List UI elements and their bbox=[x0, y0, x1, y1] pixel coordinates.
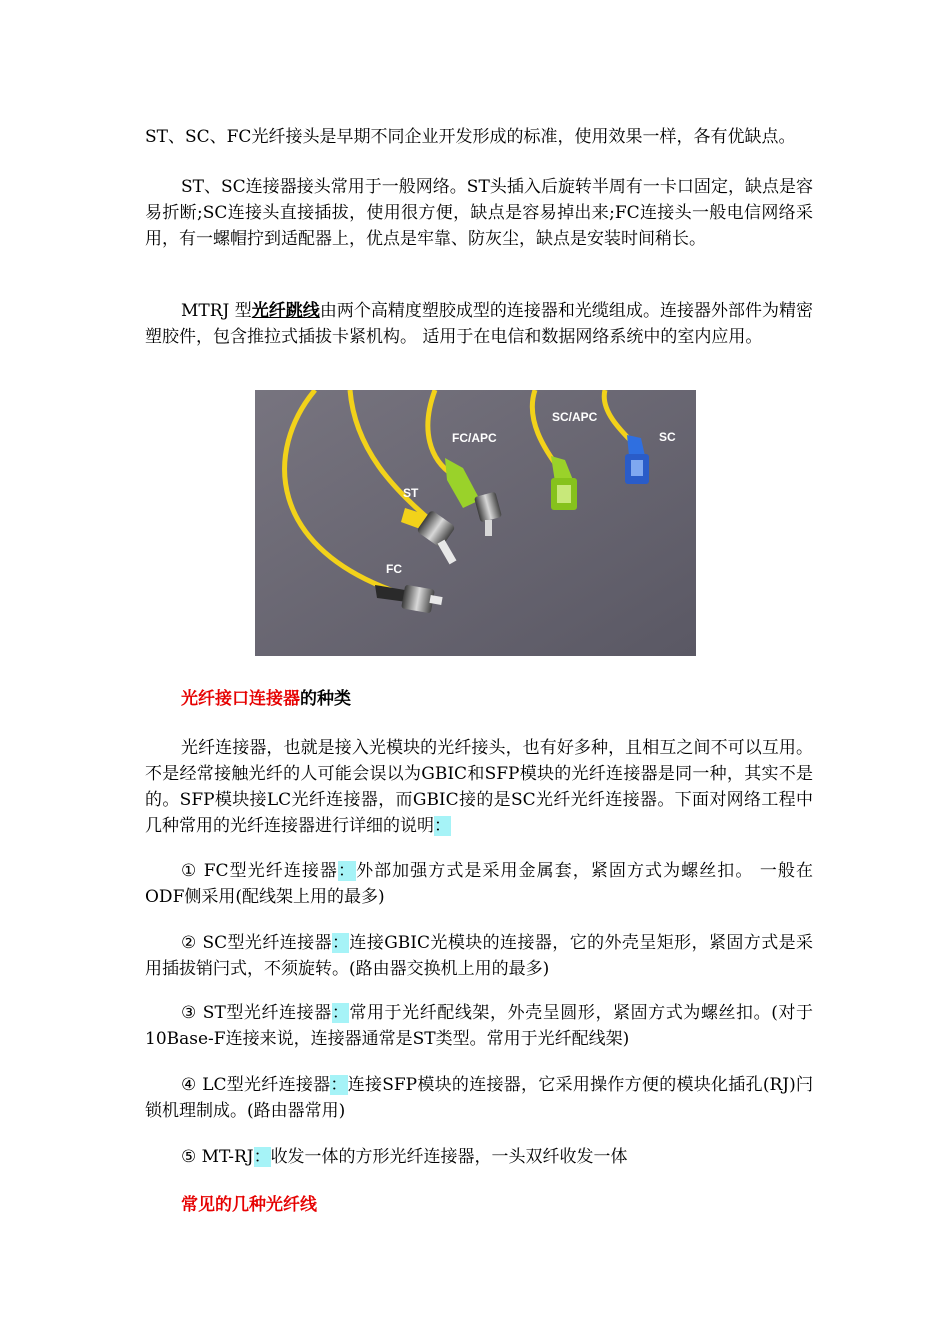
item-sc-lead: ② SC型光纤连接器 bbox=[181, 933, 332, 953]
label-st: ST bbox=[403, 486, 419, 500]
item-sc-text: 连接GBIC光模块的连接器，它的外壳呈矩形，紧固方式是采用插拔销闩式，不须旋转。(路由器交换机上用的最多) bbox=[145, 933, 814, 979]
item-lc-text: 连接SFP模块的连接器，它采用操作方便的模块化插孔(RJ)闩锁机理制成。(路由器常用) bbox=[145, 1075, 813, 1121]
label-scapc: SC/APC bbox=[552, 410, 598, 424]
mtrj-prefix: MTRJ 型 bbox=[181, 301, 252, 321]
heading-black-part: 的种类 bbox=[300, 689, 351, 709]
item-mtrj-colon: ： bbox=[253, 1147, 271, 1167]
paragraph-connector-standards: ST、SC、FC光纤接头是早期不同企业开发形成的标准，使用效果一样，各有优缺点。 bbox=[145, 127, 796, 147]
item-st-lead: ③ ST型光纤连接器 bbox=[181, 1003, 332, 1023]
item-st-colon: ： bbox=[331, 1003, 350, 1023]
fiber-patch-cord-link[interactable]: 光纤跳线 bbox=[251, 301, 320, 321]
list-item-fc bbox=[145, 858, 813, 910]
item-mtrj-text: 收发一体的方形光纤连接器，一头双纤收发一体 bbox=[270, 1147, 628, 1167]
label-fc: FC bbox=[386, 562, 402, 576]
heading-fiber-types-text: 常见的几种光纤线 bbox=[181, 1195, 317, 1215]
paragraph-connector-intro bbox=[145, 735, 813, 839]
label-sc: SC bbox=[659, 430, 676, 444]
fiber-connectors-photo bbox=[255, 390, 696, 656]
item-fc-colon: ： bbox=[338, 861, 357, 881]
paragraph-mtrj bbox=[145, 298, 813, 350]
heading-red-part: 光纤接口连接器 bbox=[181, 689, 300, 709]
item-mtrj-lead: ⑤ MT-RJ bbox=[181, 1147, 254, 1167]
item-fc-text: 外部加强方式是采用金属套，紧固方式为螺丝扣。 一般在ODF侧采用(配线架上用的最多) bbox=[145, 861, 813, 907]
list-item-sc bbox=[145, 930, 813, 982]
item-lc-lead: ④ LC型光纤连接器 bbox=[181, 1075, 331, 1095]
list-item-st bbox=[145, 1000, 813, 1052]
item-sc-colon: ： bbox=[331, 933, 350, 953]
intro-colon: ： bbox=[434, 816, 451, 836]
item-st-text: 常用于光纤配线架，外壳呈圆形，紧固方式为螺丝扣。(对于10Base-F连接来说，连接器通常是ST类型。常用于光纤配线架) bbox=[145, 1003, 813, 1049]
section-heading-connector-types bbox=[145, 686, 813, 712]
item-fc-lead: ① FC型光纤连接器 bbox=[181, 861, 338, 881]
list-item-mtrj bbox=[145, 1144, 813, 1170]
intro-text: 光纤连接器，也就是接入光模块的光纤接头，也有好多种，且相互之间不可以互用。不是经常接触光纤的人可能会误以为GBIC和SFP模块的光纤连接器是同一种，其实不是的。SFP模块接LC光纤连接器，而GBIC接的是SC光纤光纤连接器。下面对网络工程中几种常用的光纤连接器进行详细的说明 bbox=[145, 738, 813, 836]
label-fcapc: FC/APC bbox=[452, 431, 497, 445]
photo-background bbox=[255, 390, 696, 656]
paragraph-st-sc-fc: ST、SC连接器接头常用于一般网络。ST头插入后旋转半周有一卡口固定，缺点是容易折断;SC连接头直接插拔，使用很方便，缺点是容易掉出来;FC连接头一般电信网络采用，有一螺帽拧到适配器上，优点是牢靠、防灰尘，缺点是安装时间稍长。 bbox=[145, 177, 813, 249]
mtrj-text: 由两个高精度塑胶成型的连接器和光缆组成。连接器外部件为精密塑胶件，包含推拉式插拔卡紧机构。 适用于在电信和数据网络系统中的室内应用。 bbox=[145, 301, 814, 347]
list-item-lc bbox=[145, 1072, 813, 1124]
section-heading-fiber-types bbox=[145, 1192, 813, 1218]
item-lc-colon: ： bbox=[330, 1075, 348, 1095]
